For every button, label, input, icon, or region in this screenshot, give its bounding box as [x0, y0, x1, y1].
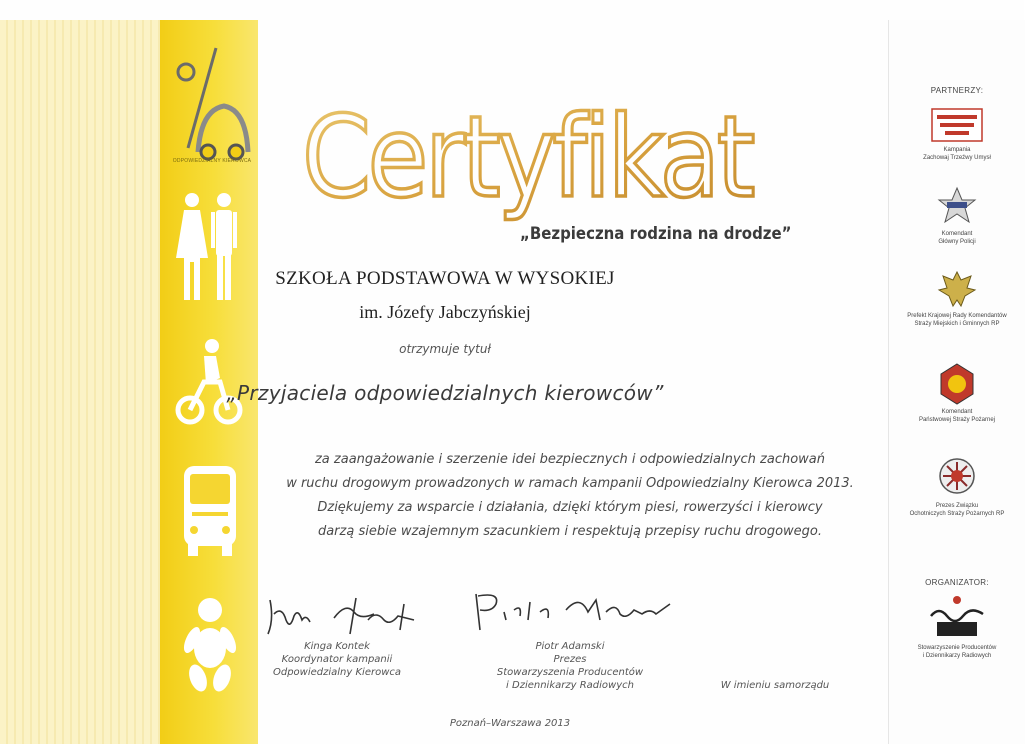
signer-role: Prezes	[553, 654, 587, 665]
bus-icon	[182, 464, 238, 558]
title-text: Certyfikat	[302, 93, 754, 223]
citation-text	[260, 448, 880, 544]
partner-caption-line: Komendant	[941, 231, 973, 237]
self-government-label: W imieniu samorządu	[720, 680, 830, 691]
signer-role: i Dziennikarzy Radiowych	[506, 680, 634, 691]
citation-line: za zaangażowanie i szerzenie idei bezpiecznych i odpowiedzialnych zachowań	[314, 452, 826, 467]
place-date: Poznań–Warszawa 2013	[449, 718, 571, 729]
campaign-logo-icon	[166, 40, 256, 170]
organizer-logo-icon	[927, 594, 987, 640]
signature-kontek-image	[264, 590, 434, 640]
partner-caption-line: Ochotniczych Straży Pożarnych RP	[909, 511, 1005, 517]
signer-role: Odpowiedzialny Kierowca	[272, 667, 402, 678]
fire-service-emblem-icon	[937, 362, 977, 406]
partner-caption-line: Zachowaj Trzeźwy Umysł	[923, 155, 991, 161]
organizer-heading: ORGANIZATOR:	[925, 578, 989, 587]
partner-caption-line: Prezes Związku	[935, 503, 979, 509]
signer-role: Koordynator kampanii	[281, 654, 393, 665]
partner-caption	[889, 502, 1025, 518]
school-patron: im. Józefy Jabczyńskiej	[359, 302, 531, 322]
sober-mind-logo-icon	[931, 108, 983, 142]
partner-caption-line: Kampania	[943, 147, 971, 153]
baby-icon	[180, 596, 240, 696]
signature-left-block	[262, 640, 412, 679]
eagle-emblem-icon	[937, 268, 977, 310]
certificate-title	[300, 78, 760, 238]
brand-tagline: ODPOWIEDZIALNY KIEROWCA	[172, 158, 252, 164]
organizer-caption-line: i Dziennikarzy Radiowych	[922, 653, 992, 659]
award-title: „Przyjaciela odpowiedzialnych kierowców”	[226, 381, 664, 405]
citation-line: Dziękujemy za wsparcie i działania, dzięki którym piesi, rowerzyści i kierowcy	[317, 500, 823, 515]
signature-adamski-image	[470, 590, 680, 634]
partners-heading: PARTNERZY:	[930, 86, 984, 95]
receives-title-text: otrzymuje tytuł	[399, 342, 491, 356]
partner-caption-line: Prefekt Krajowej Rady Komendantów	[907, 313, 1007, 319]
partners-column	[888, 20, 1025, 744]
partner-caption	[889, 230, 1025, 246]
organizer-caption	[889, 644, 1025, 660]
signer-role: Stowarzyszenia Producentów	[496, 667, 644, 678]
signature-middle-block	[470, 640, 670, 692]
organizer-caption-line: Stowarzyszenie Producentów	[917, 645, 997, 651]
volunteer-fire-emblem-icon	[937, 456, 977, 496]
citation-line: darzą siebie wzajemnym szacunkiem i respektują przepisy ruchu drogowego.	[317, 524, 823, 539]
school-name: SZKOŁA PODSTAWOWA W WYSOKIEJ	[275, 268, 615, 289]
partner-caption-line: Komendant	[941, 409, 973, 415]
partner-caption	[889, 408, 1025, 424]
partner-caption-line: Straży Miejskich i Gminnych RP	[914, 321, 1000, 327]
signer-name: Piotr Adamski	[535, 641, 605, 652]
signer-name: Kinga Kontek	[304, 641, 370, 652]
citation-line: w ruchu drogowym prowadzonych w ramach kampanii Odpowiedzialny Kierowca 2013.	[286, 476, 854, 491]
partner-caption	[889, 146, 1025, 162]
partner-caption-line: Państwowej Straży Pożarnej	[918, 417, 996, 423]
police-star-icon	[937, 186, 977, 226]
partner-caption-line: Główny Policji	[938, 239, 976, 245]
partner-caption	[889, 312, 1025, 328]
signature-right-block	[700, 679, 850, 692]
campaign-subtitle: „Bezpieczna rodzina na drodze”	[520, 224, 792, 244]
